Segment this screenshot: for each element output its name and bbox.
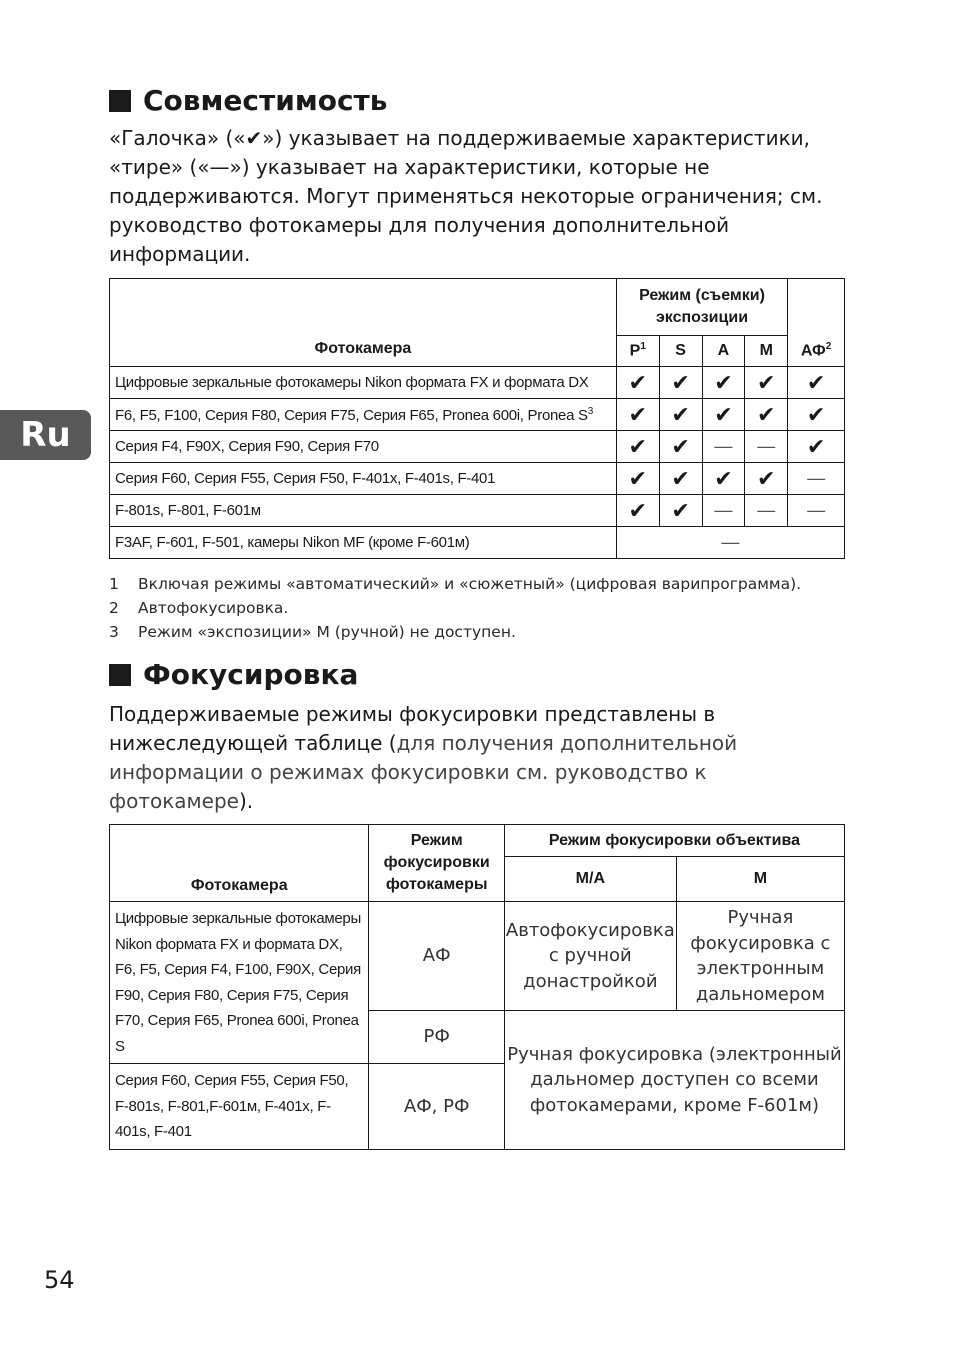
table-row [110, 902, 845, 1011]
camera-name: Серия F4, F90X, Серия F90, Серия F70 [110, 431, 617, 463]
header-lens-focus-mode: Режим фокусировки объектива [504, 825, 844, 857]
page-number: 54 [44, 1266, 75, 1294]
table-row [110, 495, 845, 527]
header-m: M [676, 857, 844, 902]
cell-af-ma: Автофокусировка с ручной донастройкой [504, 902, 676, 1011]
footnote [109, 620, 869, 644]
cell-merged: — [616, 527, 844, 559]
footnote-text: Режим «экспозиции» M (ручной) не доступен. [138, 623, 516, 641]
cell-m: — [745, 431, 788, 463]
focus-intro [109, 700, 829, 816]
footnote [109, 596, 869, 620]
table-row [110, 431, 845, 463]
cell-af: — [788, 495, 845, 527]
header-camera-focus-mode: Режим фокусировки фотокамеры [369, 825, 504, 902]
footnote-ref-3: 3 [587, 405, 593, 417]
camera-name: F6, F5, F100, Серия F80, Серия F75, Серия F65, Pronea 600i, Pronea S [115, 406, 588, 424]
table-row [110, 463, 845, 495]
footnote [109, 572, 869, 596]
cell-a: ✔ [702, 463, 745, 495]
header-s: S [659, 336, 702, 367]
section-title-focus [109, 658, 358, 691]
compatibility-intro: «Галочка» («✔») указывает на поддерживаемые характеристики, «тире» («—») указывает на характеристики, которые не поддерживаются. Могут применяться некоторые ограничения; см. руководство фотокамеры для получения дополнительной информации. [109, 126, 823, 266]
focus-intro-end: ). [238, 789, 254, 813]
cell-af: — [788, 463, 845, 495]
cell-m: ✔ [745, 463, 788, 495]
cell-a: ✔ [702, 399, 745, 431]
cell-af: ✔ [788, 399, 845, 431]
cell-m: ✔ [745, 367, 788, 399]
camera-name: Серия F60, Серия F55, Серия F50, F-401x, F-401s, F-401 [110, 463, 617, 495]
cell-a: ✔ [702, 367, 745, 399]
cell-s: ✔ [659, 431, 702, 463]
focus-intro-main: Поддерживаемые режимы фокусировки представлены в нижеследующей таблице ( [109, 702, 716, 755]
camera-name: Цифровые зеркальные фотокамеры Nikon формата FX и формата DX [110, 367, 617, 399]
cell-a: — [702, 431, 745, 463]
cell-p: ✔ [616, 399, 659, 431]
cell-s: ✔ [659, 367, 702, 399]
compatibility-table [109, 278, 845, 559]
cell-af: ✔ [788, 431, 845, 463]
focus-title-text: Фокусировка [143, 658, 359, 691]
header-exposure-mode: Режим (съемки) экспозиции [616, 279, 787, 336]
cell-manual-merged: Ручная фокусировка (электронный дальномер доступен со всеми фотокамерами, кроме F-601м) [504, 1011, 844, 1150]
camera-group-2: Серия F60, Серия F55, Серия F50, F-801s, F-801,F-601м, F-401x, F-401s, F-401 [110, 1064, 369, 1150]
cell-p: ✔ [616, 463, 659, 495]
header-camera: Фотокамера [110, 825, 369, 902]
cell-p: ✔ [616, 367, 659, 399]
cell-m: — [745, 495, 788, 527]
table-row [110, 367, 845, 399]
camera-name: F-801s, F-801, F-601м [110, 495, 617, 527]
cell-s: ✔ [659, 495, 702, 527]
header-af-label: АФ [800, 342, 826, 359]
section-title-compatibility [109, 84, 387, 117]
black-square-icon [109, 664, 131, 686]
cell-af-m: Ручная фокусировка с электронным дальномером [676, 902, 844, 1011]
language-tab: Ru [0, 410, 91, 460]
header-a: A [702, 336, 745, 367]
cell-rf: РФ [369, 1011, 504, 1064]
footnote-number: 2 [109, 599, 119, 617]
header-p-label: P [629, 342, 641, 360]
cell-p: ✔ [616, 431, 659, 463]
compatibility-title-text: Совместимость [143, 84, 388, 117]
header-af [788, 279, 845, 367]
focus-intro-note: для получения дополнительной информации о режимах фокусировки см. руководство к фотокамере [109, 731, 738, 813]
table-row [110, 527, 845, 559]
footnote-ref-1: 1 [640, 341, 646, 353]
cell-s: ✔ [659, 399, 702, 431]
header-p [616, 336, 659, 367]
camera-group-1: Цифровые зеркальные фотокамеры Nikon формата FX и формата DX, F6, F5, Серия F4, F100, F90X, Серия F90, Серия F80, Серия F75, Серия F70, Серия F65, Pronea 600i, Pronea S [110, 902, 369, 1064]
footnote-text: Автофокусировка. [138, 599, 289, 617]
focus-table [109, 824, 845, 1150]
cell-a: — [702, 495, 745, 527]
header-camera: Фотокамера [110, 279, 617, 367]
camera-name: F3AF, F-601, F-501, камеры Nikon MF (кроме F-601м) [110, 527, 617, 559]
camera-name-cell [110, 399, 617, 431]
footnote-ref-2: 2 [825, 340, 832, 352]
cell-af: АФ [369, 902, 504, 1011]
cell-s: ✔ [659, 463, 702, 495]
black-square-icon [109, 90, 131, 112]
footnote-number: 1 [109, 575, 119, 593]
cell-af: ✔ [788, 367, 845, 399]
cell-p: ✔ [616, 495, 659, 527]
cell-m: ✔ [745, 399, 788, 431]
header-m: M [745, 336, 788, 367]
footnote-number: 3 [109, 623, 119, 641]
table-row [110, 399, 845, 431]
cell-af-rf: АФ, РФ [369, 1064, 504, 1150]
footnote-text: Включая режимы «автоматический» и «сюжетный» (цифровая варипрограмма). [138, 575, 802, 593]
header-ma: M/A [504, 857, 676, 902]
footnotes [109, 572, 869, 644]
